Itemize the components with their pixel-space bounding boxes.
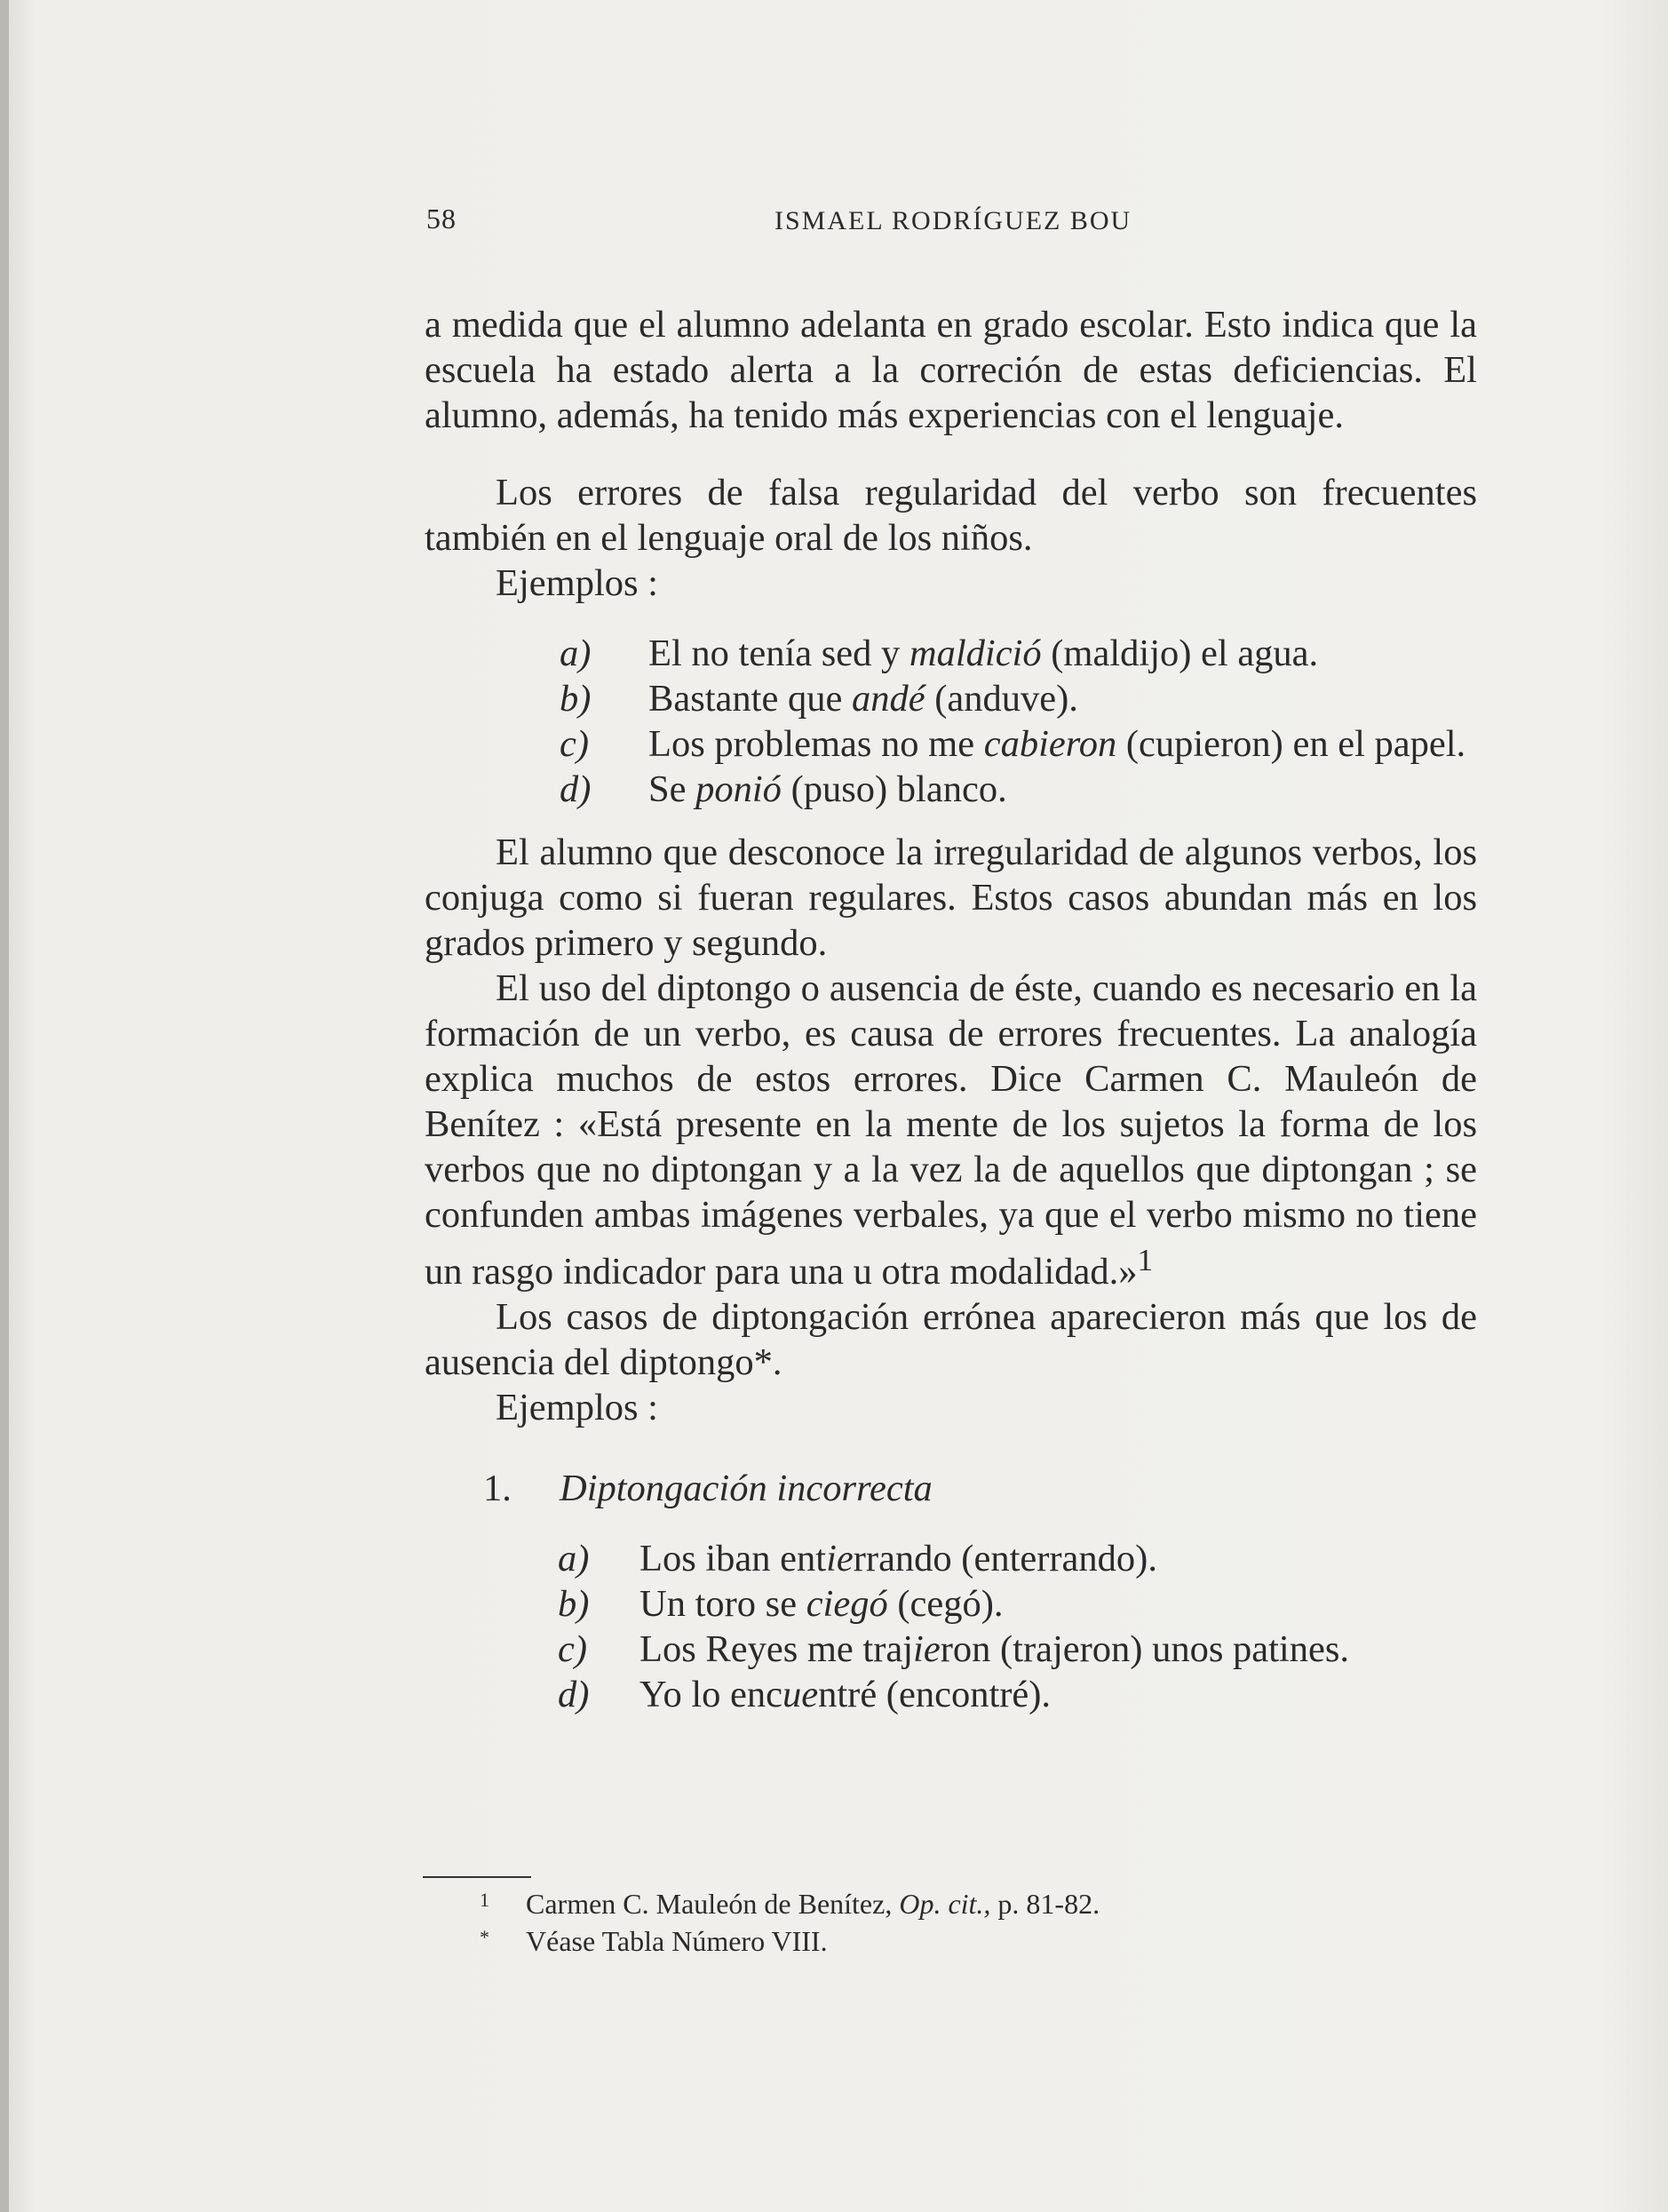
example-item: c) Los problemas no me cabieron (cupieron) en el papel. — [560, 723, 1466, 765]
example-marker: a) — [560, 633, 592, 674]
footnotes — [462, 1885, 1439, 1960]
example-marker: c) — [560, 723, 590, 765]
example-item: a) Los iban entierrando (enterrando). — [558, 1538, 1157, 1580]
section-number: 1. — [483, 1468, 512, 1510]
footnote-ref: 1 — [1137, 1242, 1154, 1277]
italic-verb: maldició — [909, 633, 1042, 674]
italic-diphthong: ue — [782, 1674, 819, 1716]
example-marker: b) — [560, 678, 592, 720]
page-header — [426, 203, 1474, 247]
example-item: a) El no tenía sed y maldició (maldijo) el agua. — [560, 633, 1319, 674]
example-marker: d) — [558, 1674, 590, 1716]
example-list-regularidad — [425, 631, 1477, 812]
example-item: c) Los Reyes me trajieron (trajeron) unos patines. — [558, 1628, 1349, 1671]
italic-diphthong: ie — [913, 1628, 941, 1671]
section-heading — [425, 1466, 1477, 1511]
running-head: ISMAEL RODRÍGUEZ BOU — [774, 206, 1132, 235]
example-item: d) Yo lo encuentré (encontré). — [558, 1674, 1052, 1716]
example-item: b) Bastante que andé (anduve). — [560, 678, 1078, 720]
example-marker: d) — [560, 768, 592, 810]
footnote-rule — [423, 1876, 531, 1878]
footnote-marker: 1 — [480, 1889, 489, 1911]
paragraph-irregularidad: El alumno que desconoce la irregularidad de algunos verbos, los conjuga como si fueran regulares. Estos casos abundan más en los grados primero y segundo. — [425, 831, 1477, 964]
footnote-italic: Op. cit., — [899, 1888, 991, 1920]
page-left-edge — [0, 0, 9, 2212]
body-text — [425, 302, 1477, 1717]
paragraph-diptongo: El uso del diptongo o ausencia de éste, cuando es necesario en la formación de un verbo, es causa de errores frecuentes. La analogía explica muchos de estos errores. Dice Carmen C. Mauleón de Benítez : «Está presente en la mente de los sujetos la forma de los verbos que no diptongan y a la vez la de aquellos que diptongan ; se confunden ambas imágenes verbales, ya que el verbo mismo no tiene un rasgo indicador para una u otra modalidad.»$^1$ — [425, 967, 1477, 1293]
paragraph-diptongacion: Los casos de diptongación errónea aparecieron más que los de ausencia del diptongo*. — [425, 1296, 1477, 1384]
examples-label: Ejemplos : — [496, 562, 658, 604]
footnote-item: * Véase Tabla Número VIII. — [462, 1922, 1439, 1960]
example-item: d) Se ponió (puso) blanco. — [560, 768, 1007, 810]
section-title: Diptongación incorrecta — [560, 1468, 933, 1510]
paragraph-falsa-regularidad: Los errores de falsa regularidad del verbo son frecuentes también en el lenguaje oral de los niños. — [425, 472, 1477, 559]
italic-verb: cabieron — [983, 723, 1117, 765]
example-marker: a) — [558, 1538, 590, 1580]
example-item: b) Un toro se ciegó (cegó). — [558, 1583, 1004, 1626]
paragraph-continuation: a medida que el alumno adelanta en grado escolar. Esto indica que la escuela ha estado alerta a la correción de estas deficiencias. El alumno, además, ha tenido más experiencias con el lenguaje. — [425, 304, 1477, 436]
italic-diphthong: ie — [826, 1538, 854, 1580]
example-marker: b) — [558, 1583, 590, 1626]
examples-label: Ejemplos : — [496, 1387, 658, 1429]
example-marker: c) — [558, 1628, 588, 1671]
example-list-diptongacion — [425, 1536, 1477, 1717]
footnote-marker: * — [480, 1926, 489, 1948]
italic-verb: ciegó — [806, 1583, 888, 1626]
italic-verb: andé — [851, 678, 925, 720]
footnote-item: 1 Carmen C. Mauleón de Benítez, Op. cit., p. 81-82. — [462, 1885, 1439, 1922]
page-number: 58 — [426, 203, 457, 235]
italic-verb: ponió — [695, 768, 782, 810]
